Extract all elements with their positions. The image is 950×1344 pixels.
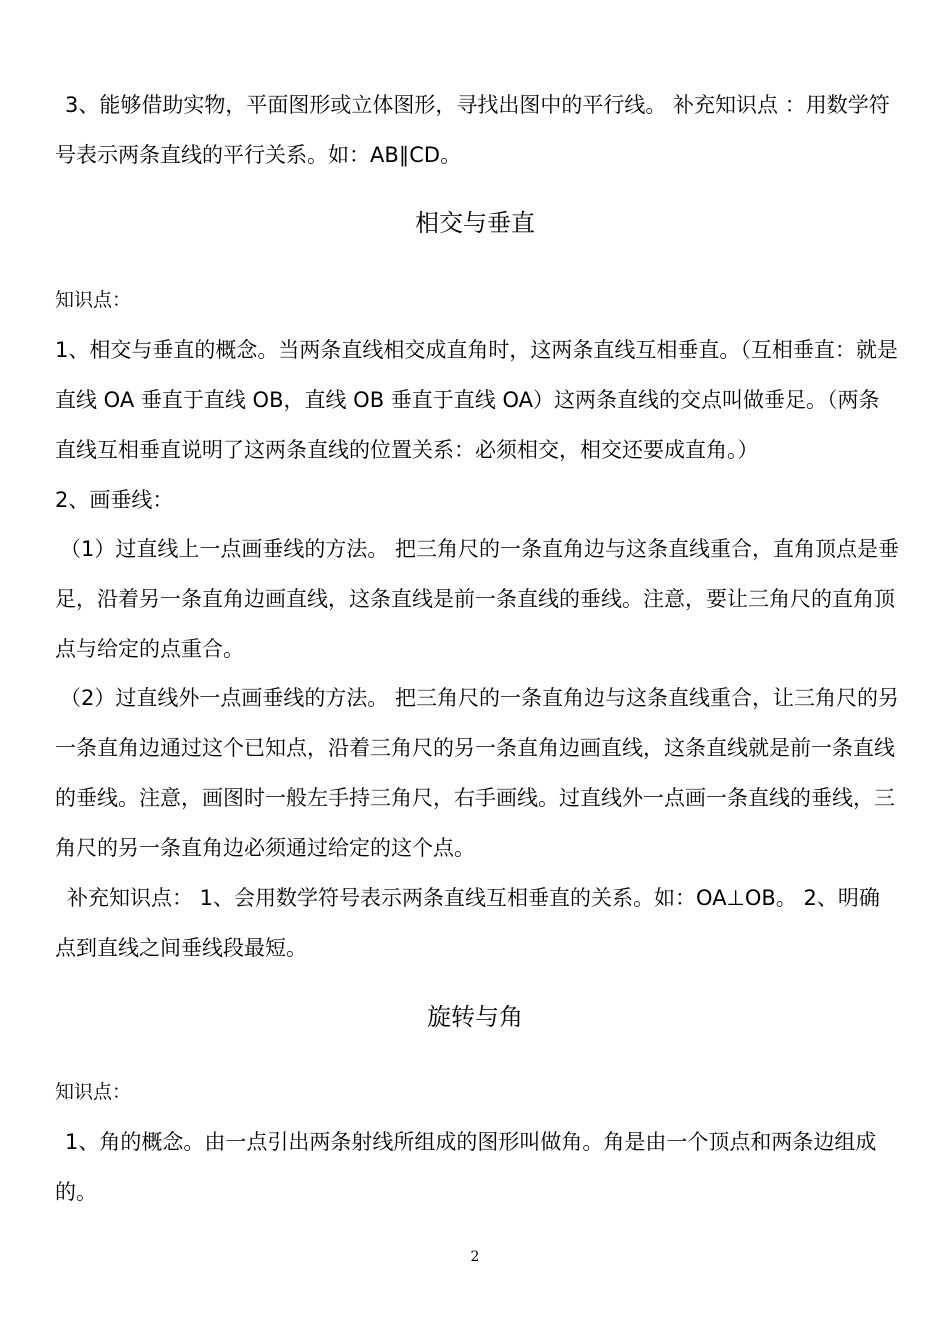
paragraph-angle-concept: 1、角的概念。由一点引出两条射线所组成的图形叫做角。角是由一个顶点和两条边组成的。 <box>55 1130 877 1204</box>
section-heading-intersect-perpendicular: 相交与垂直 <box>415 209 535 237</box>
knowledge-points-label-2: 知识点： <box>55 1081 132 1103</box>
section-heading-rotation-angle: 旋转与角 <box>427 1003 523 1031</box>
paragraph-parallel-lines: 3、能够借助实物，平面图形或立体图形，寻找出图中的平行线。 补充知识点 ：用数学符号表示两条直线的平行关系。如：AB∥CD。 <box>55 93 890 167</box>
paragraph-method-point-off-line: （2）过直线外一点画垂线的方法。 把三角尺的一条直角边与这条直线重合，让三角尺的另一条直角边通过这个已知点，沿着三角尺的另一条直角边画直线，这条直线就是前一条直线的垂线。注意，画图时一般左手持三角尺，右手画线。过直线外一点画一条直线的垂线，三角尺的另一条直角边必须通过给定的这个点。 <box>55 686 900 860</box>
paragraph-method-point-on-line: （1）过直线上一点画垂线的方法。 把三角尺的一条直角边与这条直线重合，直角顶点是垂足，沿着另一条直角边画直线，这条直线是前一条直线的垂线。注意，要让三角尺的直角顶点与给定的点重合。 <box>55 537 900 661</box>
paragraph-perpendicular-concept: 1、相交与垂直的概念。当两条直线相交成直角时，这两条直线互相垂直。（互相垂直：就是直线 OA 垂直于直线 OB，直线 OB 垂直于直线 OA）这两条直线的交点叫做垂足。（两条直线互相垂直说明了这两条直线的位置关系：必须相交，相交还要成直角。） <box>55 338 898 462</box>
paragraph-draw-perpendicular: 2、画垂线： <box>55 488 174 512</box>
paragraph-supplementary-points: 补充知识点： 1、会用数学符号表示两条直线互相垂直的关系。如：OA⊥OB。 2、明确点到直线之间垂线段最短。 <box>55 886 880 960</box>
knowledge-points-label: 知识点： <box>55 289 132 311</box>
page-number: 2 <box>470 1249 480 1265</box>
